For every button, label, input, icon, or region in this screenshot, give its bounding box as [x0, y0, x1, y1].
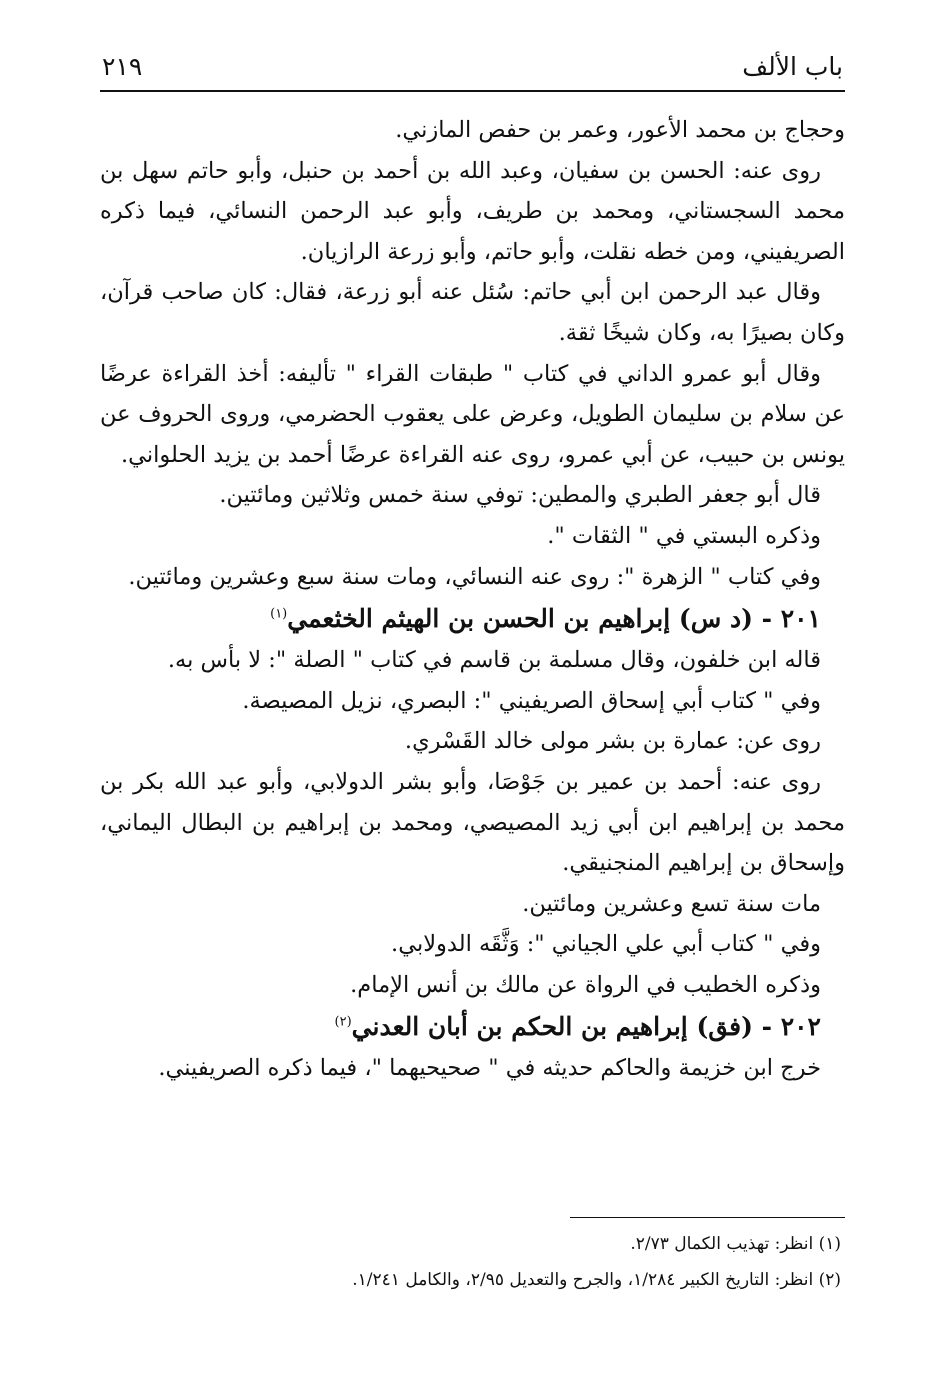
entry-202-title: ٢٠٢ - (فق) إبراهيم بن الحكم بن أبان العدني — [351, 1012, 821, 1042]
footnotes — [100, 1226, 845, 1298]
entry-201-paragraph: روى عن: عمارة بن بشر مولى خالد القَسْري. — [404, 728, 821, 755]
page-number: ٢١٩ — [102, 52, 143, 81]
entry-201-paragraph: وذكره الخطيب في الرواة عن مالك بن أنس الإمام. — [350, 971, 821, 998]
running-header — [100, 50, 845, 92]
paragraph-narrators: روى عنه: الحسن بن سفيان، وعبد الله بن أحمد بن حنبل، وأبو حاتم سهل بن محمد السجستاني، ومحمد بن طريف، وأبو عبد الرحمن النسائي، فيما ذكره الصريفيني، ومن خطه نقلت، وأبو حاتم، وأبو زرعة الرازيان. — [100, 157, 845, 265]
paragraph-dani: وقال أبو عمرو الداني في كتاب " طبقات القراء " تأليفه: أخذ القراءة عرضًا عن سلام بن سليمان الطويل، وعرض على يعقوب الحضرمي، وروى الحروف عن يونس بن حبيب، عن أبي عمرو، روى عنه القراءة عرضًا أحمد بن يزيد الحلواني. — [100, 360, 845, 468]
footnote-marker-2: (٢) — [334, 1015, 352, 1031]
entry-201-paragraph: وفي " كتاب أبي علي الجياني ": وَثَّقَه الدولابي. — [391, 931, 821, 958]
entry-201-paragraph: وفي " كتاب أبي إسحاق الصريفيني ": البصري، نزيل المصيصة. — [242, 687, 821, 714]
entry-201-paragraph: قاله ابن خلفون، وقال مسلمة بن قاسم في كتاب " الصلة ": لا بأس به. — [167, 647, 821, 674]
entry-201-heading — [100, 597, 845, 640]
paragraph-abu-hatim: وقال عبد الرحمن ابن أبي حاتم: سُئل عنه أبو زرعة، فقال: كان صاحب قرآن، وكان بصيرًا به، وكان شيخًا ثقة. — [100, 279, 845, 346]
chapter-title: باب الألف — [742, 52, 843, 81]
paragraph-busti: وذكره البستي في " الثقات ". — [547, 522, 821, 549]
entry-202-paragraph: خرج ابن خزيمة والحاكم حديثه في " صحيحيهما "، فيما ذكره الصريفيني. — [158, 1055, 821, 1082]
entry-202-heading — [100, 1005, 845, 1048]
paragraph-death-date: قال أبو جعفر الطبري والمطين: توفي سنة خمس وثلاثين ومائتين. — [219, 482, 821, 509]
main-text — [100, 110, 845, 1089]
paragraph-zahra: وفي كتاب " الزهرة ": روى عنه النسائي، ومات سنة سبع وعشرين ومائتين. — [128, 563, 821, 590]
footnote-1: (١) انظر: تهذيب الكمال ٢/٧٣. — [630, 1234, 841, 1254]
footnote-divider — [570, 1217, 845, 1218]
entry-201-paragraph: مات سنة تسع وعشرين ومائتين. — [522, 890, 821, 917]
footnote-2: (٢) انظر: التاريخ الكبير ١/٢٨٤، والجرح والتعديل ٢/٩٥، والكامل ١/٢٤١. — [352, 1270, 841, 1290]
entry-201-paragraph: روى عنه: أحمد بن عمير بن جَوْصَا، وأبو بشر الدولابي، وأبو عبد الله بكر بن محمد بن إبراهيم ابن أبي زيد المصيصي، ومحمد بن إبراهيم بن البطال اليماني، وإسحاق بن إبراهيم المنجنيقي. — [100, 768, 845, 877]
entry-201-title: ٢٠١ - (د س) إبراهيم بن الحسن بن الهيثم الخثعمي — [287, 604, 821, 634]
book-page — [100, 50, 845, 1089]
footnote-marker-1: (١) — [270, 606, 288, 622]
paragraph-continuation: وحجاج بن محمد الأعور، وعمر بن حفص المازني. — [395, 117, 845, 143]
